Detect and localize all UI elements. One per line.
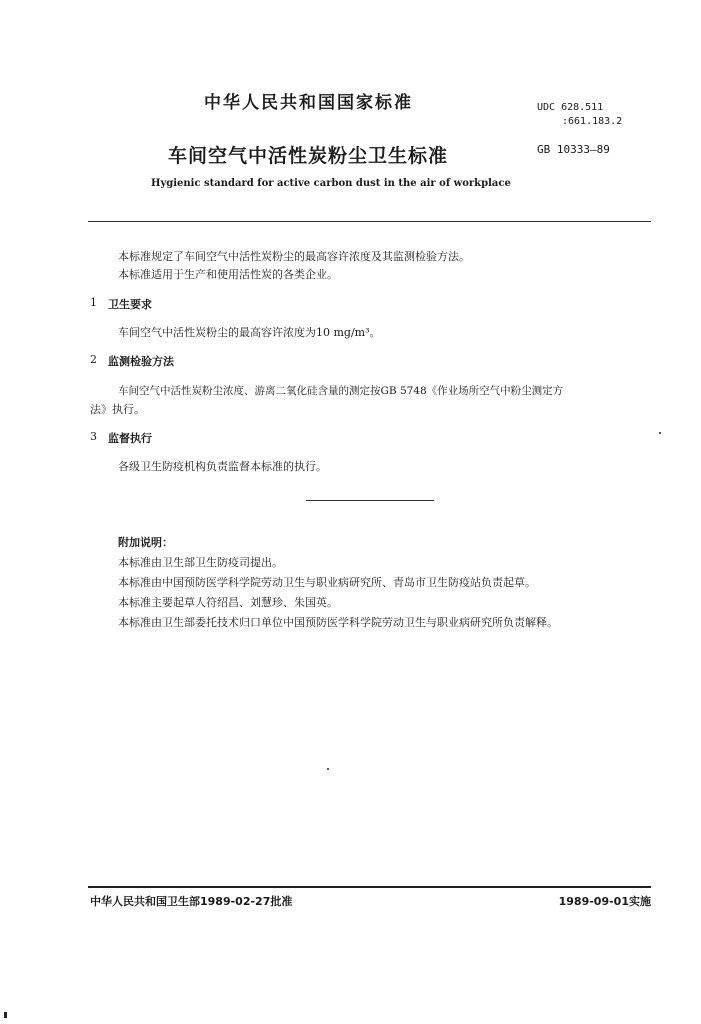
footer-divider xyxy=(88,886,651,888)
national-standard-heading: 中华人民共和国国家标准 xyxy=(204,93,413,113)
scan-speck xyxy=(4,1012,7,1018)
scan-speck xyxy=(327,768,329,770)
header-divider xyxy=(88,221,651,222)
document-title: 车间空气中活性炭粉尘卫生标准 xyxy=(168,145,449,167)
section-2-text-line-1: 车间空气中活性炭粉尘浓度、游离二氧化硅含量的测定按GB 5748《作业场所空气中粉尘测定方 xyxy=(118,385,564,397)
notes-line-2: 本标准由中国预防医学科学院劳动卫生与职业病研究所、青岛市卫生防疫站负责起草。 xyxy=(118,576,536,589)
english-title: Hygienic standard for active carbon dust in the air of workplace xyxy=(151,178,511,189)
section-3-text: 各级卫生防疫机构负责监督本标准的执行。 xyxy=(118,460,327,473)
scan-speck xyxy=(659,432,661,434)
intro-line-2: 本标准适用于生产和使用活性炭的各类企业。 xyxy=(118,268,338,281)
section-1-text: 车间空气中活性炭粉尘的最高容许浓度为10 mg/m³。 xyxy=(118,326,381,339)
notes-line-3: 本标准主要起草人符绍昌、刘慧珍、朱国英。 xyxy=(118,596,338,609)
udc-code-line-2: :661.183.2 xyxy=(562,116,623,127)
section-2-heading: 监测检验方法 xyxy=(108,355,174,368)
intro-line-1: 本标准规定了车间空气中活性炭粉尘的最高容许浓度及其监测检验方法。 xyxy=(118,250,470,263)
section-3-number: 3 xyxy=(90,430,97,443)
approval-date: 中华人民共和国卫生部1989-02-27批准 xyxy=(90,895,293,908)
notes-line-1: 本标准由卫生部卫生防疫司提出。 xyxy=(118,556,283,569)
gb-standard-number: GB 10333—89 xyxy=(537,143,610,156)
section-end-rule xyxy=(306,500,434,501)
udc-code-line-1: UDC 628.511 xyxy=(537,102,604,113)
section-3-heading: 监督执行 xyxy=(108,432,152,445)
implementation-date: 1989-09-01实施 xyxy=(558,895,651,908)
section-2-number: 2 xyxy=(90,353,97,366)
section-2-text-line-2: 法》执行。 xyxy=(90,403,145,416)
section-1-number: 1 xyxy=(90,296,97,309)
notes-heading: 附加说明： xyxy=(118,536,173,549)
section-1-heading: 卫生要求 xyxy=(108,298,152,311)
notes-line-4: 本标准由卫生部委托技术归口单位中国预防医学科学院劳动卫生与职业病研究所负责解释。 xyxy=(118,616,558,629)
